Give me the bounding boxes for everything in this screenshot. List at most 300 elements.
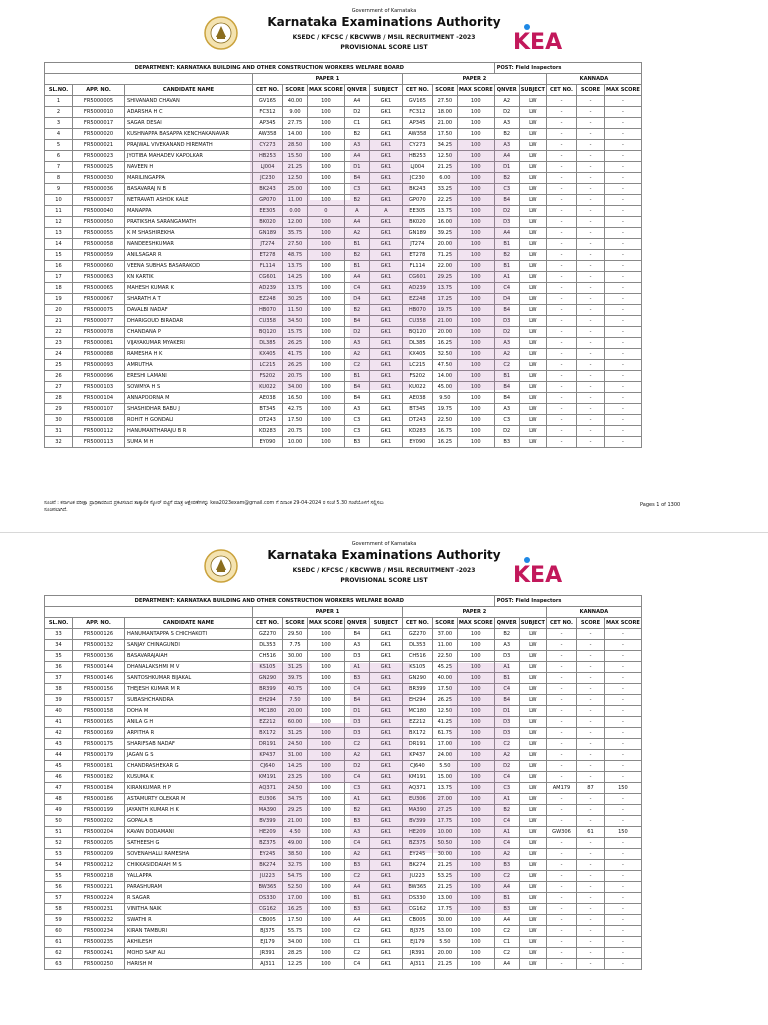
- table-cell: 100: [457, 107, 494, 118]
- table-cell: 33.25: [432, 184, 457, 195]
- table-cell: 100: [457, 371, 494, 382]
- table-cell: AW358: [402, 129, 432, 140]
- table-cell: -: [547, 415, 577, 426]
- table-cell: -: [577, 695, 605, 706]
- table-cell: -: [547, 761, 577, 772]
- table-cell: GK1: [369, 937, 402, 948]
- table-cell: 100: [457, 805, 494, 816]
- table-cell: 21.00: [283, 816, 308, 827]
- table-cell: D3: [494, 651, 519, 662]
- table-cell: FR5000184: [73, 783, 125, 794]
- table-cell: 22.50: [432, 415, 457, 426]
- table-cell: FR5000209: [73, 849, 125, 860]
- table-cell: D1: [494, 706, 519, 717]
- table-cell: ASTAMURTY OLEKAR M: [125, 794, 253, 805]
- qnver-header: QNVER: [494, 85, 519, 96]
- table-cell: -: [577, 305, 605, 316]
- table-cell: -: [547, 904, 577, 915]
- table-cell: 31.00: [283, 750, 308, 761]
- table-cell: C3: [494, 783, 519, 794]
- table-cell: KP437: [253, 750, 283, 761]
- table-cell: 54.75: [283, 871, 308, 882]
- table-cell: JAYANTH KUMAR H K: [125, 805, 253, 816]
- table-cell: 16.25: [432, 338, 457, 349]
- sl-header: SL.NO.: [45, 85, 73, 96]
- subject-header: SUBJECT: [519, 85, 546, 96]
- table-cell: 100: [308, 860, 345, 871]
- table-cell: CHIKKASIDDAIAH M S: [125, 860, 253, 871]
- table-cell: AP345: [253, 118, 283, 129]
- table-cell: 100: [308, 272, 345, 283]
- table-cell: KU022: [253, 382, 283, 393]
- table-cell: FR5000165: [73, 717, 125, 728]
- table-cell: 4.50: [283, 827, 308, 838]
- table-cell: EZ248: [402, 294, 432, 305]
- table-cell: AP345: [402, 118, 432, 129]
- max-score-header: MAX SCORE: [457, 85, 494, 96]
- table-cell: GK1: [369, 96, 402, 107]
- table-cell: GK1: [369, 382, 402, 393]
- table-cell: A4: [494, 882, 519, 893]
- table-cell: A1: [494, 794, 519, 805]
- table-cell: FC312: [253, 107, 283, 118]
- table-cell: -: [547, 717, 577, 728]
- table-cell: LW: [519, 915, 546, 926]
- table-cell: GK1: [369, 673, 402, 684]
- candidate-name-header: CANDIDATE NAME: [125, 618, 253, 629]
- table-cell: EH294: [253, 695, 283, 706]
- table-row: [45, 283, 642, 294]
- table-cell: LW: [519, 640, 546, 651]
- table-cell: -: [605, 640, 642, 651]
- table-cell: A4: [494, 959, 519, 970]
- score-table: [44, 62, 642, 448]
- table-cell: 100: [457, 794, 494, 805]
- table-cell: 8: [45, 173, 73, 184]
- table-cell: 17.75: [432, 816, 457, 827]
- table-cell: -: [547, 772, 577, 783]
- table-cell: GK1: [369, 805, 402, 816]
- table-cell: 31: [45, 426, 73, 437]
- table-cell: FR5000108: [73, 415, 125, 426]
- table-cell: GK1: [369, 118, 402, 129]
- table-cell: GK1: [369, 728, 402, 739]
- table-cell: B4: [344, 173, 369, 184]
- table-cell: DT243: [253, 415, 283, 426]
- table-cell: GK1: [369, 739, 402, 750]
- table-cell: 37: [45, 673, 73, 684]
- table-cell: AD239: [253, 283, 283, 294]
- table-cell: 100: [457, 651, 494, 662]
- table-cell: 21: [45, 316, 73, 327]
- table-row: [45, 228, 642, 239]
- government-label: Government of Karnataka: [351, 541, 417, 547]
- table-cell: A2: [344, 750, 369, 761]
- table-cell: A2: [344, 849, 369, 860]
- max-score-header: MAX SCORE: [605, 618, 642, 629]
- table-cell: 11.50: [283, 305, 308, 316]
- table-cell: 21.25: [432, 959, 457, 970]
- table-cell: KX405: [253, 349, 283, 360]
- table-cell: -: [547, 684, 577, 695]
- table-row: [45, 849, 642, 860]
- table-cell: 35: [45, 651, 73, 662]
- table-cell: AD239: [402, 283, 432, 294]
- table-cell: B3: [494, 904, 519, 915]
- table-cell: C2: [344, 360, 369, 371]
- table-cell: DR191: [253, 739, 283, 750]
- table-row: [45, 173, 642, 184]
- max-score-header: MAX SCORE: [308, 618, 345, 629]
- table-cell: FR5000050: [73, 217, 125, 228]
- table-cell: -: [605, 184, 642, 195]
- table-cell: -: [577, 239, 605, 250]
- table-cell: FR5000005: [73, 96, 125, 107]
- table-cell: CU358: [253, 316, 283, 327]
- table-cell: -: [577, 360, 605, 371]
- table-cell: -: [547, 107, 577, 118]
- table-cell: 12.00: [283, 217, 308, 228]
- table-cell: AE038: [253, 393, 283, 404]
- table-cell: -: [605, 426, 642, 437]
- table-cell: CHANDRASHEKAR G: [125, 761, 253, 772]
- table-cell: GK1: [369, 327, 402, 338]
- table-cell: LW: [519, 761, 546, 772]
- table-cell: FR5000021: [73, 140, 125, 151]
- table-cell: 100: [457, 206, 494, 217]
- table-cell: C2: [344, 739, 369, 750]
- table-cell: -: [547, 948, 577, 959]
- table-cell: -: [547, 706, 577, 717]
- table-cell: C3: [344, 184, 369, 195]
- table-cell: 20.75: [283, 371, 308, 382]
- table-cell: -: [605, 761, 642, 772]
- table-cell: JT274: [402, 239, 432, 250]
- table-cell: D2: [344, 327, 369, 338]
- table-cell: -: [577, 816, 605, 827]
- table-cell: GK1: [369, 162, 402, 173]
- table-cell: GP070: [253, 195, 283, 206]
- table-cell: D2: [494, 107, 519, 118]
- table-cell: FR5000063: [73, 272, 125, 283]
- table-cell: 100: [308, 316, 345, 327]
- table-cell: GK1: [369, 629, 402, 640]
- table-cell: KN KARTIK: [125, 272, 253, 283]
- table-cell: -: [577, 871, 605, 882]
- table-cell: 100: [308, 651, 345, 662]
- paper1-header: PAPER 1: [253, 607, 403, 618]
- table-cell: GK1: [369, 695, 402, 706]
- table-cell: 100: [457, 629, 494, 640]
- table-cell: GK1: [369, 371, 402, 382]
- table-cell: LW: [519, 129, 546, 140]
- table-cell: -: [577, 217, 605, 228]
- table-cell: GK1: [369, 151, 402, 162]
- table-row: [45, 151, 642, 162]
- table-cell: 21.25: [432, 860, 457, 871]
- table-cell: BK243: [253, 184, 283, 195]
- table-cell: 12: [45, 217, 73, 228]
- table-cell: GN290: [253, 673, 283, 684]
- table-cell: D2: [494, 327, 519, 338]
- table-cell: -: [605, 404, 642, 415]
- table-cell: 100: [308, 327, 345, 338]
- table-cell: R SAGAR: [125, 893, 253, 904]
- table-cell: GK1: [369, 706, 402, 717]
- table-cell: MARILINGAPPA: [125, 173, 253, 184]
- table-cell: LW: [519, 272, 546, 283]
- table-cell: D4: [344, 294, 369, 305]
- table-cell: DL353: [402, 640, 432, 651]
- table-cell: 16.50: [283, 393, 308, 404]
- table-cell: LC215: [402, 360, 432, 371]
- table-row: [45, 415, 642, 426]
- table-row: [45, 772, 642, 783]
- table-cell: 29.25: [432, 272, 457, 283]
- table-cell: 100: [457, 937, 494, 948]
- table-cell: SUMA M H: [125, 437, 253, 448]
- table-cell: 100: [308, 360, 345, 371]
- table-cell: -: [547, 838, 577, 849]
- table-cell: FR5000126: [73, 629, 125, 640]
- table-row: [45, 382, 642, 393]
- table-cell: -: [577, 371, 605, 382]
- table-cell: GK1: [369, 173, 402, 184]
- table-cell: 100: [457, 904, 494, 915]
- table-cell: -: [577, 882, 605, 893]
- table-cell: KD283: [402, 426, 432, 437]
- table-cell: KUSHNAPPA BASAPPA KENCHAKANAVAR: [125, 129, 253, 140]
- cet-header: CET NO.: [253, 618, 283, 629]
- table-cell: -: [605, 360, 642, 371]
- table-cell: KP437: [402, 750, 432, 761]
- kea-logo-icon: [512, 555, 563, 589]
- table-cell: -: [547, 250, 577, 261]
- table-cell: GK1: [369, 415, 402, 426]
- table-cell: 100: [308, 772, 345, 783]
- table-cell: -: [577, 250, 605, 261]
- table-cell: FR5000146: [73, 673, 125, 684]
- table-cell: -: [577, 437, 605, 448]
- table-cell: 16.75: [432, 426, 457, 437]
- table-cell: DOHA M: [125, 706, 253, 717]
- table-cell: -: [605, 805, 642, 816]
- table-row: [45, 684, 642, 695]
- table-cell: PARASHURAM: [125, 882, 253, 893]
- table-cell: C1: [344, 937, 369, 948]
- table-cell: 61: [577, 827, 605, 838]
- table-cell: GK1: [369, 294, 402, 305]
- table-cell: C1: [344, 118, 369, 129]
- table-cell: DR191: [402, 739, 432, 750]
- table-cell: CJ640: [402, 761, 432, 772]
- table-cell: FR5000113: [73, 437, 125, 448]
- table-cell: GV165: [253, 96, 283, 107]
- table-cell: 100: [457, 860, 494, 871]
- table-cell: -: [577, 327, 605, 338]
- table-cell: SAGAR DESAI: [125, 118, 253, 129]
- table-cell: C3: [494, 184, 519, 195]
- table-cell: B4: [344, 316, 369, 327]
- table-cell: 21.25: [432, 882, 457, 893]
- table-cell: 10.00: [432, 827, 457, 838]
- table-cell: 41.25: [432, 717, 457, 728]
- table-cell: 100: [308, 437, 345, 448]
- table-row: [45, 206, 642, 217]
- table-cell: AW358: [253, 129, 283, 140]
- cet-header: CET NO.: [402, 85, 432, 96]
- table-cell: 100: [457, 184, 494, 195]
- table-cell: JU223: [402, 871, 432, 882]
- table-cell: FR5000218: [73, 871, 125, 882]
- table-cell: 60.00: [283, 717, 308, 728]
- table-cell: KS105: [402, 662, 432, 673]
- table-cell: -: [577, 338, 605, 349]
- table-cell: 28.50: [283, 140, 308, 151]
- table-cell: FR5000036: [73, 184, 125, 195]
- table-cell: GN189: [253, 228, 283, 239]
- table-cell: D4: [494, 294, 519, 305]
- table-cell: 100: [457, 217, 494, 228]
- table-cell: 100: [308, 816, 345, 827]
- table-cell: LW: [519, 96, 546, 107]
- table-row: [45, 360, 642, 371]
- table-cell: LW: [519, 173, 546, 184]
- table-cell: 100: [308, 783, 345, 794]
- table-cell: LW: [519, 250, 546, 261]
- table-cell: 57: [45, 893, 73, 904]
- table-cell: 100: [308, 261, 345, 272]
- table-cell: B4: [494, 695, 519, 706]
- table-row: [45, 239, 642, 250]
- table-cell: 44: [45, 750, 73, 761]
- table-cell: FL114: [402, 261, 432, 272]
- table-cell: GK1: [369, 871, 402, 882]
- table-cell: -: [605, 162, 642, 173]
- table-cell: 100: [457, 283, 494, 294]
- table-cell: A3: [494, 338, 519, 349]
- table-cell: SHIVANAND CHAVAN: [125, 96, 253, 107]
- table-cell: ANNAPOORNA M: [125, 393, 253, 404]
- table-cell: DHARIGOUD BIRADAR: [125, 316, 253, 327]
- table-cell: 42.75: [283, 404, 308, 415]
- table-cell: C3: [494, 415, 519, 426]
- table-cell: -: [577, 96, 605, 107]
- table-cell: AE038: [402, 393, 432, 404]
- table-cell: 42: [45, 728, 73, 739]
- table-cell: -: [577, 684, 605, 695]
- table-cell: B4: [494, 305, 519, 316]
- table-cell: KM191: [253, 772, 283, 783]
- table-cell: 100: [457, 926, 494, 937]
- table-cell: -: [547, 195, 577, 206]
- table-cell: FR5000204: [73, 827, 125, 838]
- table-cell: BR399: [402, 684, 432, 695]
- table-cell: A3: [344, 827, 369, 838]
- table-cell: BASAVARAJAIAH: [125, 651, 253, 662]
- table-cell: FR5000096: [73, 371, 125, 382]
- table-cell: 61: [45, 937, 73, 948]
- table-cell: 38.50: [283, 849, 308, 860]
- table-cell: A4: [494, 228, 519, 239]
- table-cell: GK1: [369, 783, 402, 794]
- table-cell: -: [605, 662, 642, 673]
- table-cell: MA390: [402, 805, 432, 816]
- table-cell: LW: [519, 893, 546, 904]
- paper1-header: PAPER 1: [253, 74, 403, 85]
- table-cell: 100: [308, 948, 345, 959]
- table-cell: 100: [457, 827, 494, 838]
- table-cell: 100: [457, 404, 494, 415]
- table-cell: -: [577, 415, 605, 426]
- table-cell: 100: [457, 706, 494, 717]
- table-cell: 100: [308, 415, 345, 426]
- table-cell: 100: [308, 173, 345, 184]
- table-cell: JC230: [253, 173, 283, 184]
- table-cell: BR399: [253, 684, 283, 695]
- table-cell: FR5000181: [73, 761, 125, 772]
- table-cell: 100: [308, 118, 345, 129]
- table-cell: -: [605, 926, 642, 937]
- table-cell: A4: [494, 151, 519, 162]
- table-cell: 100: [457, 750, 494, 761]
- table-cell: 12.50: [432, 706, 457, 717]
- table-cell: 100: [457, 948, 494, 959]
- table-cell: 100: [457, 173, 494, 184]
- table-cell: 100: [308, 684, 345, 695]
- table-cell: 100: [457, 959, 494, 970]
- table-cell: LW: [519, 959, 546, 970]
- table-row: [45, 915, 642, 926]
- table-cell: 49: [45, 805, 73, 816]
- table-cell: LW: [519, 261, 546, 272]
- table-cell: LW: [519, 937, 546, 948]
- table-cell: B1: [344, 371, 369, 382]
- table-cell: 100: [308, 184, 345, 195]
- table-cell: -: [605, 140, 642, 151]
- table-cell: 100: [457, 717, 494, 728]
- table-cell: 100: [457, 393, 494, 404]
- table-cell: 13: [45, 228, 73, 239]
- table-cell: B1: [494, 371, 519, 382]
- table-cell: BK243: [402, 184, 432, 195]
- table-cell: LW: [519, 195, 546, 206]
- table-cell: 100: [457, 195, 494, 206]
- table-cell: KS105: [253, 662, 283, 673]
- table-cell: -: [547, 794, 577, 805]
- table-cell: FR5000055: [73, 228, 125, 239]
- table-cell: -: [577, 173, 605, 184]
- table-cell: LW: [519, 404, 546, 415]
- table-cell: -: [577, 717, 605, 728]
- table-cell: -: [605, 860, 642, 871]
- table-cell: 100: [308, 239, 345, 250]
- table-cell: GOPALA B: [125, 816, 253, 827]
- table-cell: 40.00: [432, 673, 457, 684]
- table-cell: -: [547, 283, 577, 294]
- table-cell: JC230: [402, 173, 432, 184]
- table-cell: 7.50: [283, 695, 308, 706]
- sl-header: SL.NO.: [45, 618, 73, 629]
- table-cell: 9.00: [283, 107, 308, 118]
- table-cell: LW: [519, 217, 546, 228]
- table-cell: GK1: [369, 772, 402, 783]
- table-cell: GK1: [369, 838, 402, 849]
- table-cell: D3: [344, 717, 369, 728]
- score-header: SCORE: [432, 85, 457, 96]
- table-cell: -: [547, 382, 577, 393]
- table-cell: CY273: [402, 140, 432, 151]
